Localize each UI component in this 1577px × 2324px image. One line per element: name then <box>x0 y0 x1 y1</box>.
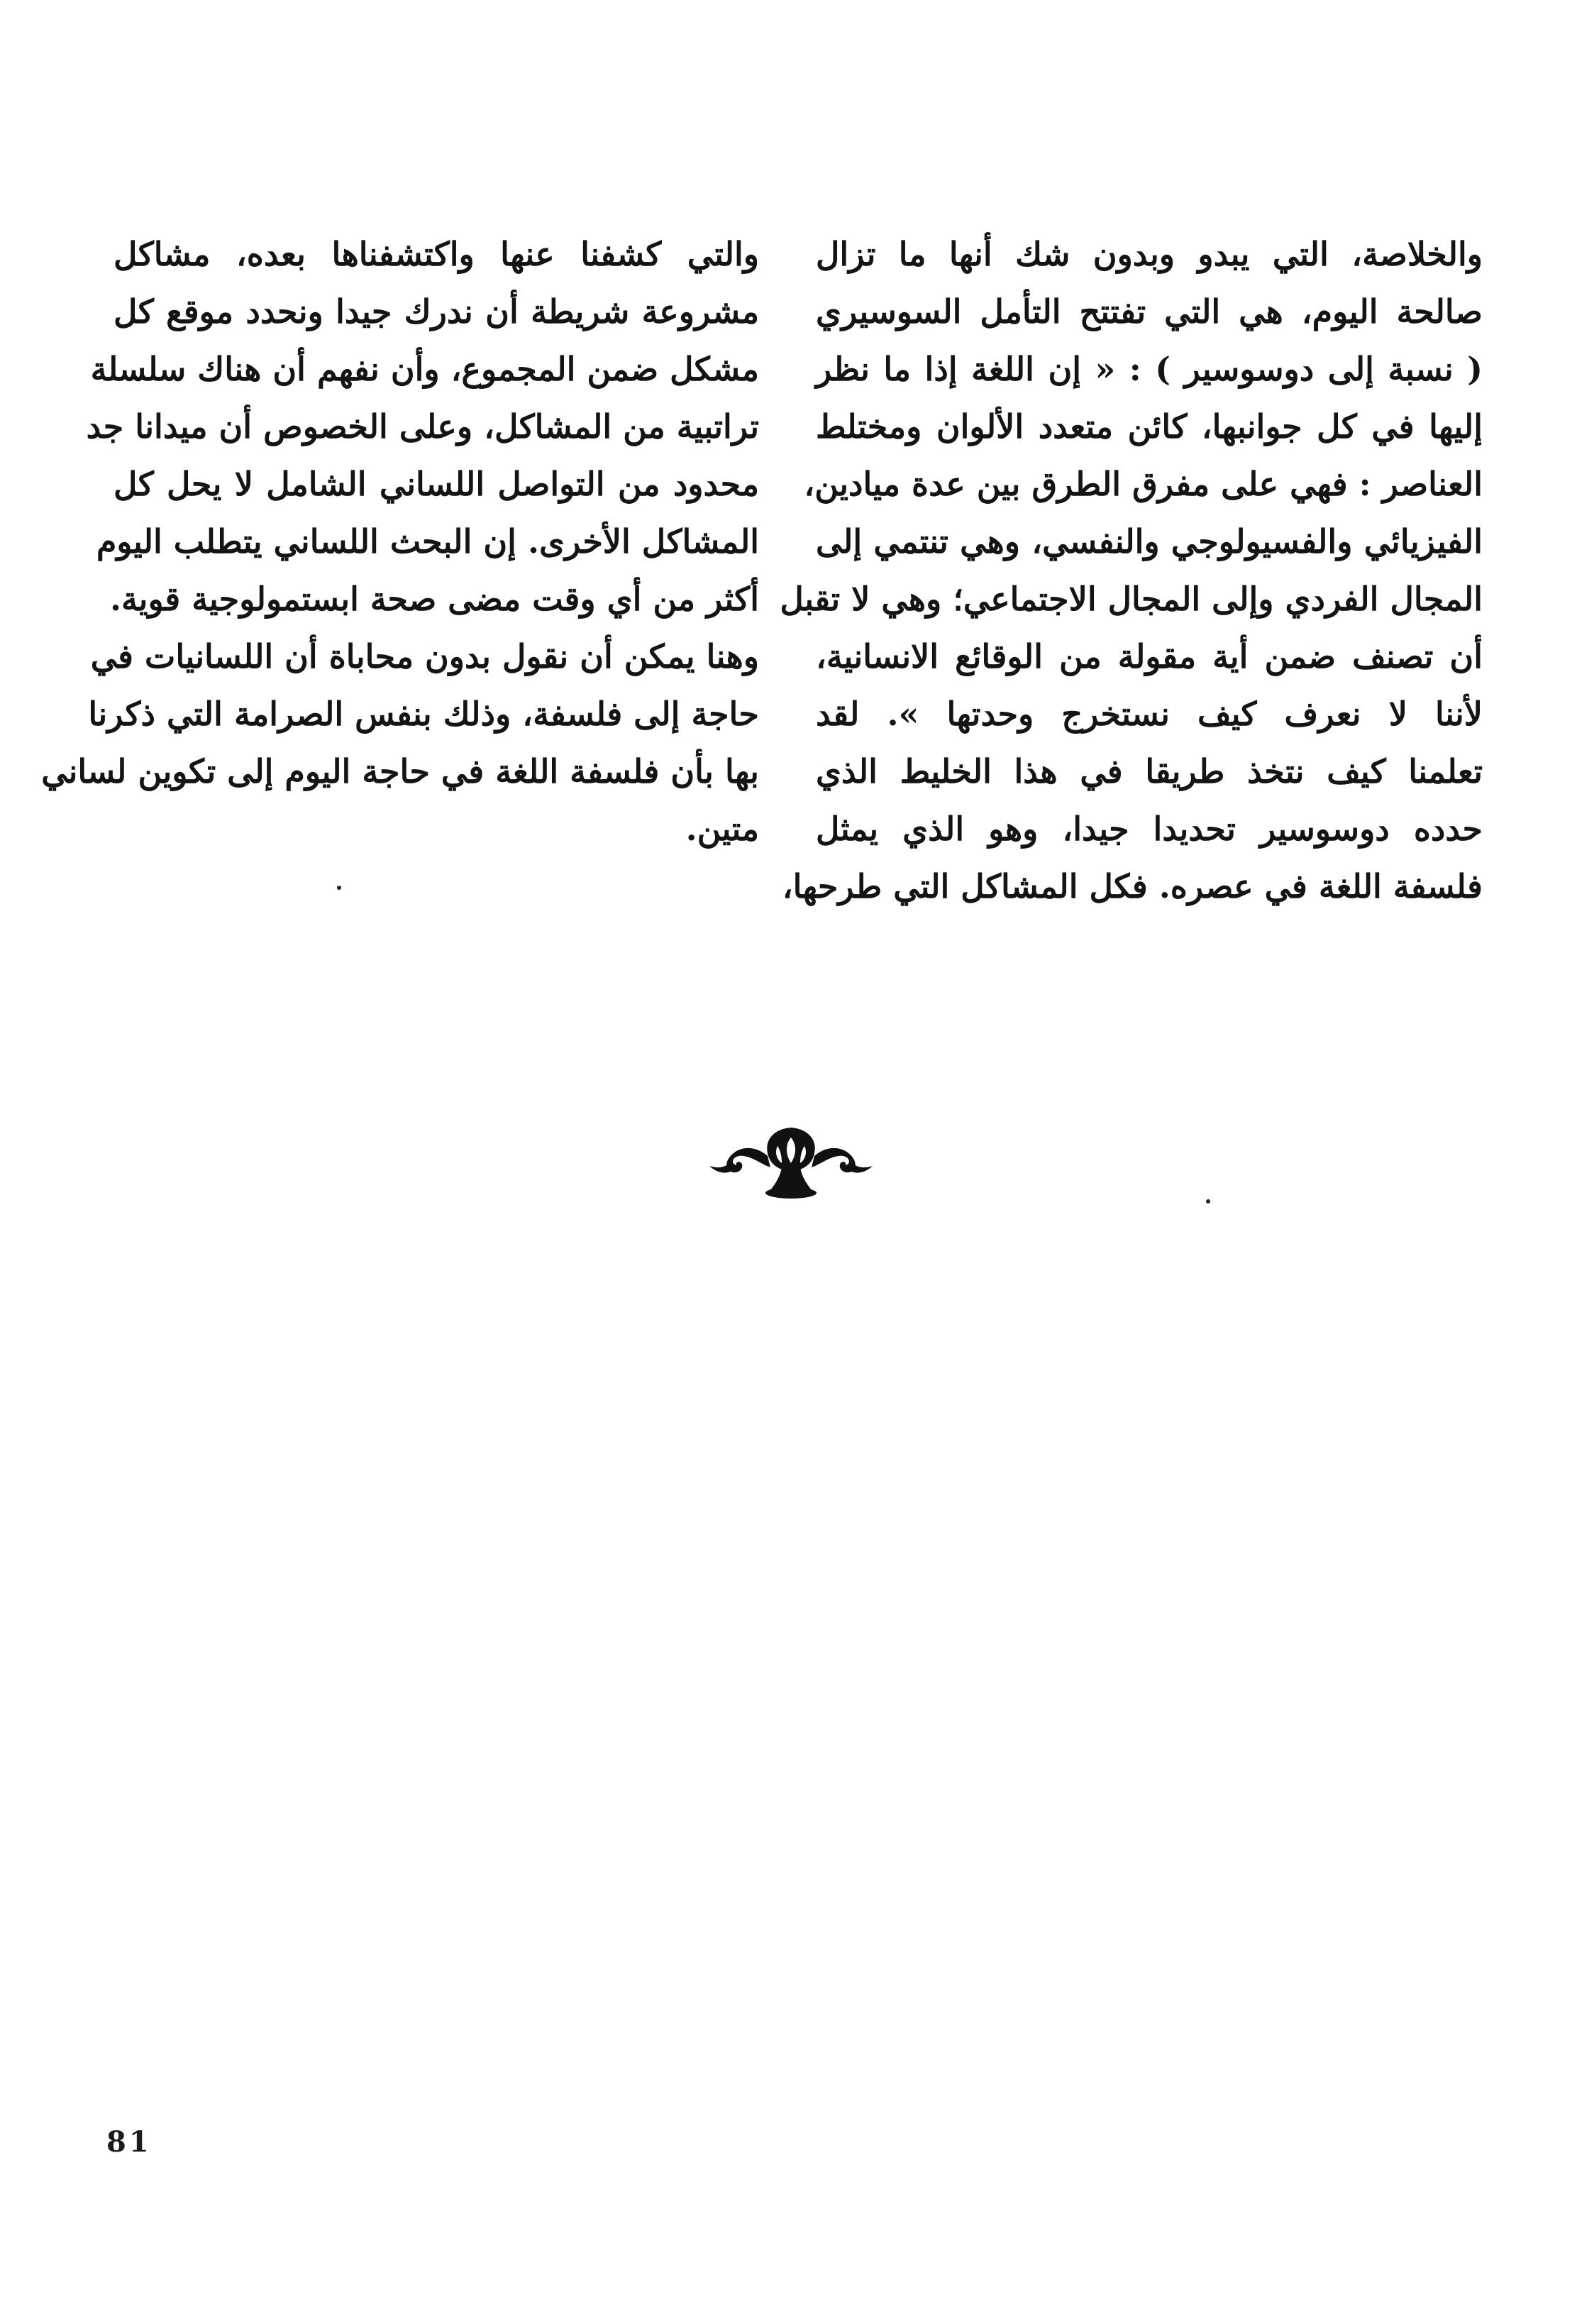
text-line: الفيزيائي والفسيولوجي والنفسي، وهي تنتمي إلى <box>816 522 1483 561</box>
text-column-left <box>41 226 759 858</box>
text-line: حدده دوسوسير تحديدا جيدا، وهو الذي يمثل <box>816 810 1483 848</box>
text-line: لأننا لا نعرف كيف نستخرج وحدتها ». لقد <box>816 695 1483 733</box>
text-line: صالحة اليوم، هي التي تفتتح التأمل السوسيري <box>816 292 1483 331</box>
text-line: محدود من التواصل اللساني الشامل لا يحل كل <box>114 465 759 503</box>
text-line: وهنا يمكن أن نقول بدون محاباة أن اللسانيات في <box>90 637 759 676</box>
text-line: أكثر من أي وقت مضى صحة ابستمولوجية قوية. <box>110 580 759 618</box>
text-line: إليها في كل جوانبها، كائن متعدد الألوان ومختلط <box>816 407 1483 446</box>
text-line: والتي كشفنا عنها واكتشفناها بعده، مشاكل <box>114 235 759 273</box>
text-column-right <box>780 226 1483 915</box>
text-line: تراتبية من المشاكل، وعلى الخصوص أن ميدانا جد <box>86 407 759 446</box>
text-line: العناصر : فهي على مفرق الطرق بين عدة ميادين، <box>804 465 1483 503</box>
text-line: حاجة إلى فلسفة، وذلك بنفس الصرامة التي ذكرنا <box>88 695 759 733</box>
text-line: تعلمنا كيف نتخذ طريقا في هذا الخليط الذي <box>816 752 1483 791</box>
floral-ornament-icon <box>702 1125 880 1203</box>
text-line: ( نسبة إلى دوسوسير ) : « إن اللغة إذا ما نظر <box>816 350 1483 388</box>
text-line: والخلاصة، التي يبدو وبدون شك أنها ما تزال <box>816 235 1483 273</box>
text-line: فلسفة اللغة في عصره. فكل المشاكل التي طرحها، <box>782 867 1483 905</box>
text-line: بها بأن فلسفة اللغة في حاجة اليوم إلى تكوين لساني <box>41 752 759 791</box>
text-line: المجال الفردي وإلى المجال الاجتماعي؛ وهي لا تقبل <box>780 580 1483 618</box>
page-number: 81 <box>106 2125 152 2159</box>
text-line: متين. <box>685 810 759 848</box>
text-line: مشكل ضمن المجموع، وأن نفهم أن هناك سلسلة <box>90 350 759 388</box>
text-line: مشروعة شريطة أن ندرك جيدا ونحدد موقع كل <box>114 292 759 331</box>
text-line: أن تصنف ضمن أية مقولة من الوقائع الانسانية، <box>816 637 1483 676</box>
print-speck <box>1206 1199 1210 1204</box>
print-speck <box>337 886 341 890</box>
text-line: المشاكل الأخرى. إن البحث اللساني يتطلب اليوم <box>96 522 759 561</box>
